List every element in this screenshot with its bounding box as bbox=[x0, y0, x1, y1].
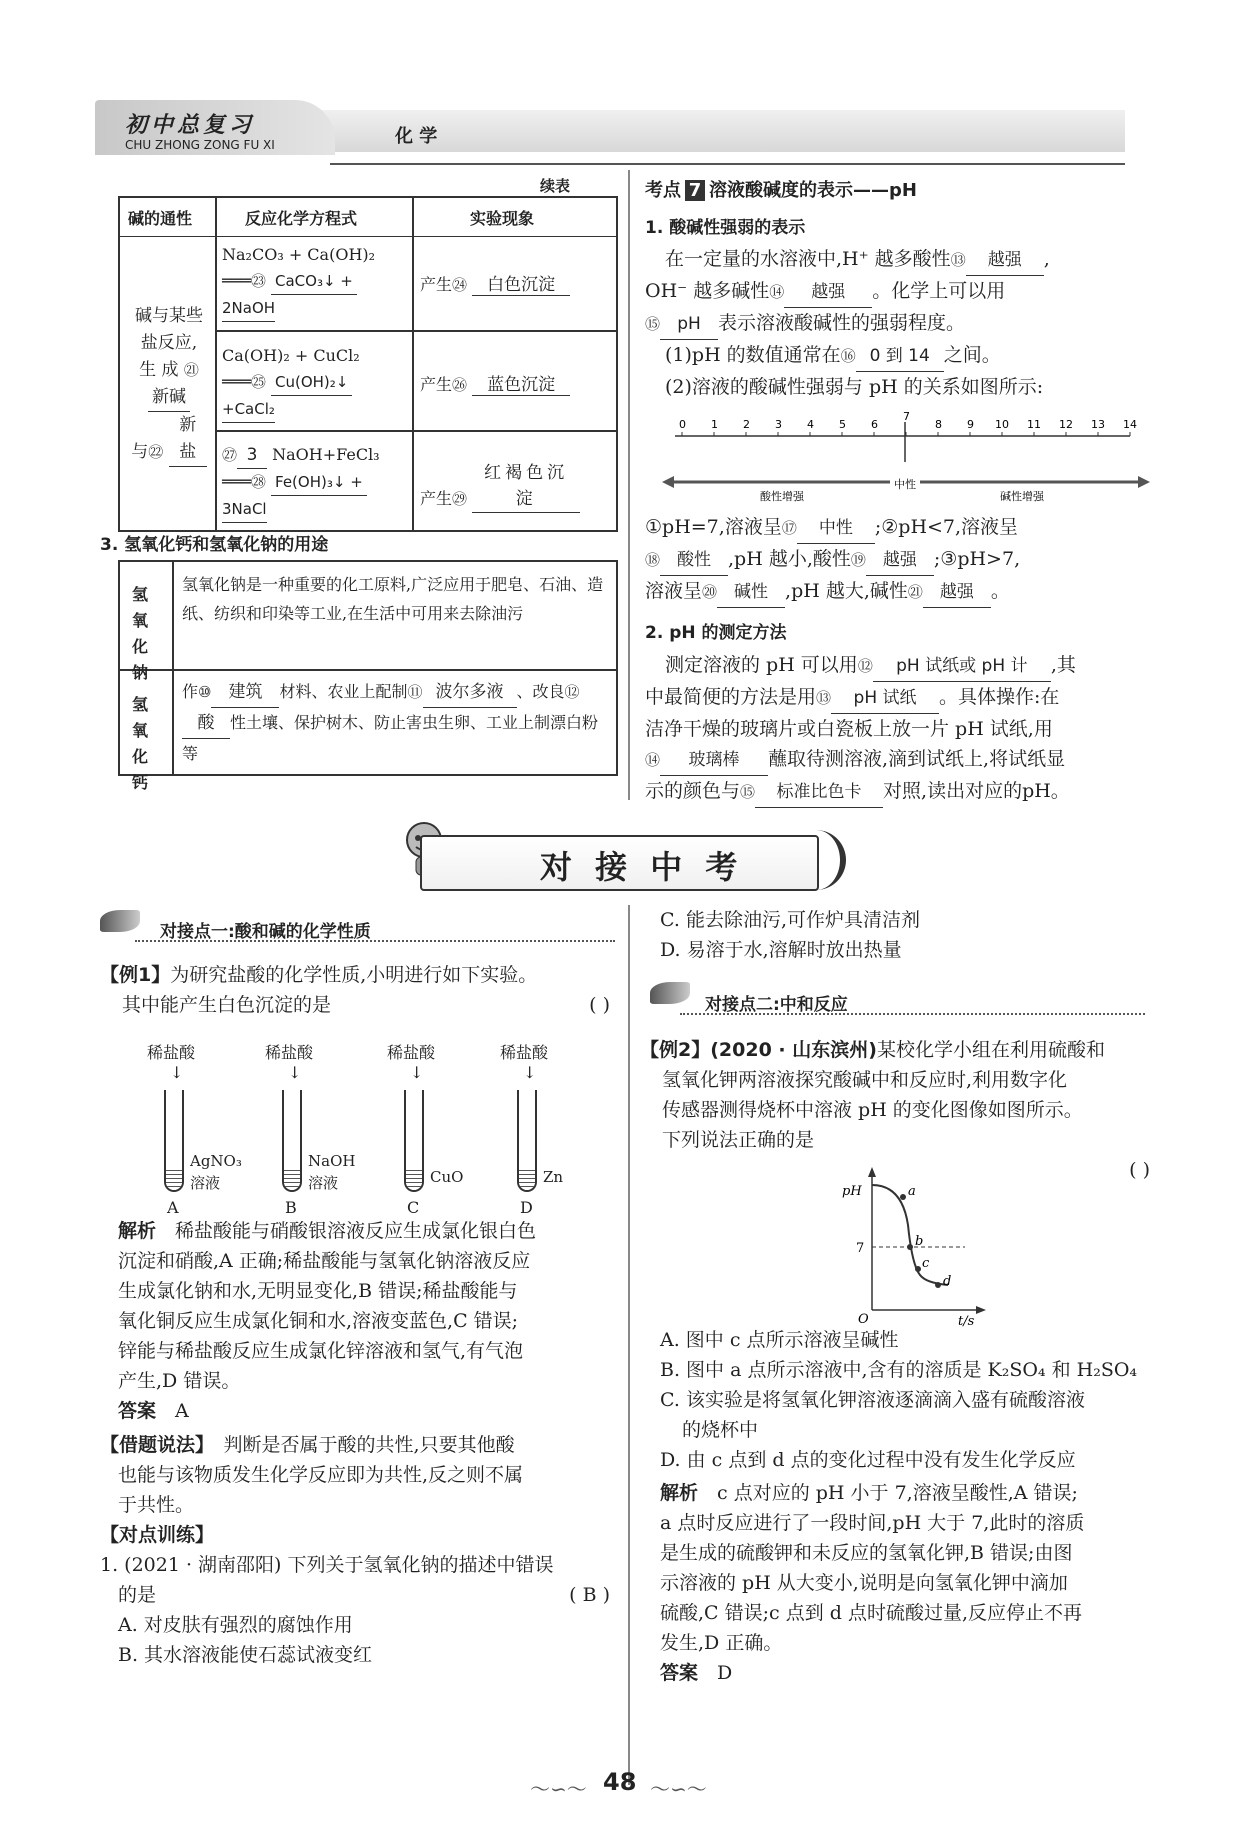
num-92: ㉒ bbox=[148, 443, 164, 461]
ph-tick-label: 11 bbox=[1027, 418, 1041, 431]
graph-pt-b: b bbox=[915, 1234, 924, 1249]
jt-block bbox=[100, 1430, 620, 1670]
r3-eq-a: NaOH+FeCl₃ bbox=[272, 445, 380, 464]
n104: ⑭ bbox=[769, 283, 785, 301]
caoh-n2: ⑪ bbox=[407, 683, 423, 701]
footer-ornament-right: 〜∽〜 bbox=[650, 1777, 707, 1801]
r1-answer: CaCO₃↓ + bbox=[271, 268, 357, 295]
ph-tick-label: 13 bbox=[1091, 418, 1105, 431]
ex2-opt-d: D. 由 c 点到 d 点的变化过程中没有发生化学反应 bbox=[660, 1449, 1076, 1471]
a111: 越强 bbox=[923, 577, 991, 608]
ph-tick-label: 2 bbox=[743, 418, 750, 431]
q1-cont bbox=[660, 905, 1160, 965]
row-label-3: 生 成 bbox=[139, 360, 179, 380]
p4e: 溶液呈 bbox=[645, 580, 703, 602]
ex1-paren: ( ) bbox=[589, 994, 610, 1016]
tube-top-label: 稀盐酸 bbox=[147, 1043, 196, 1062]
arrow-down-icon: ↓ bbox=[288, 1063, 302, 1082]
jx2-line-2: a 点时反应进行了一段时间,pH 大于 7,此时的溶质 bbox=[660, 1512, 1085, 1534]
tube-liquid bbox=[284, 1168, 300, 1190]
graph-7: 7 bbox=[856, 1241, 865, 1256]
p1a: 在一定量的水溶液中,H⁺ 越多酸性 bbox=[665, 248, 951, 270]
header-line bbox=[330, 163, 1125, 165]
r1-eq-sign: ═══ bbox=[222, 271, 251, 290]
kd-text: 溶液酸碱度的表示——pH bbox=[709, 180, 917, 201]
p5d: 。具体操作:在 bbox=[939, 686, 1060, 708]
jx2-line-6: 发生,D 正确。 bbox=[660, 1632, 783, 1654]
header-title: 初中总复习 bbox=[125, 113, 256, 138]
n108: ⑱ bbox=[645, 551, 661, 569]
banner-title: 对 接 中 考 bbox=[540, 848, 744, 886]
p5a: 测定溶液的 pH 可以用 bbox=[665, 654, 858, 676]
ex2-opt-c2: 的烧杯中 bbox=[682, 1419, 759, 1441]
s1-title: 1. 酸碱性强弱的表示 bbox=[645, 218, 806, 238]
q1-opt-a: A. 对皮肤有强烈的腐蚀作用 bbox=[118, 1614, 353, 1636]
uses-table bbox=[118, 560, 618, 792]
graph-pt-a: a bbox=[908, 1184, 916, 1199]
ph-tick-label: 14 bbox=[1123, 418, 1137, 431]
caoh-n1: ⑩ bbox=[198, 683, 212, 701]
tube-liquid bbox=[166, 1168, 182, 1190]
n109: ⑲ bbox=[850, 551, 866, 569]
column-divider bbox=[628, 170, 630, 800]
caoh-p3: 、改良 bbox=[516, 682, 565, 701]
jx1-line-1: 稀盐酸能与硝酸银溶液反应生成氯化银白色 bbox=[175, 1220, 537, 1242]
col-header-3: 实验现象 bbox=[470, 209, 535, 228]
jt-line-3: 于共性。 bbox=[118, 1494, 195, 1516]
p3: (2)溶液的酸碱性强弱与 pH 的关系如图所示: bbox=[665, 376, 1044, 398]
arrow-down-icon: ↓ bbox=[170, 1063, 184, 1082]
p4g: 。 bbox=[990, 580, 1010, 602]
test-tube bbox=[282, 1090, 302, 1192]
r3-obs-num: ㉙ bbox=[452, 490, 468, 508]
tube-reagent-label: AgNO₃ bbox=[190, 1152, 242, 1170]
uses-title: 3. 氢氧化钙和氢氧化钠的用途 bbox=[100, 535, 329, 555]
point2-rule bbox=[680, 1013, 1145, 1015]
jx2-line-5: 硫酸,C 错误;c 点到 d 点时硫酸过量,反应停止不再 bbox=[660, 1602, 1082, 1624]
ex1-tag: 【例1】 bbox=[100, 964, 171, 986]
jx2-tag: 解析 bbox=[660, 1482, 699, 1504]
ph-tick-label: 10 bbox=[995, 418, 1009, 431]
neutral-label: 中性 bbox=[894, 478, 916, 491]
n115: ⑮ bbox=[740, 783, 756, 801]
banner-curl bbox=[800, 830, 846, 890]
p5c: 中最简便的方法是用 bbox=[645, 686, 817, 708]
q1-answer: ( B ) bbox=[569, 1584, 610, 1606]
caoh-a2: 波尔多液 bbox=[423, 677, 517, 708]
n105: ⑮ bbox=[645, 315, 661, 333]
a112: pH 试纸或 pH 计 bbox=[873, 651, 1051, 682]
jt-tag: 【借题说法】 bbox=[100, 1434, 205, 1456]
jx1-tag: 解析 bbox=[118, 1220, 157, 1242]
ph-tick-label: 8 bbox=[935, 418, 942, 431]
a104: 越强 bbox=[784, 277, 872, 308]
ans1: A bbox=[175, 1400, 189, 1422]
n110: ⑳ bbox=[702, 583, 718, 601]
test-tube bbox=[404, 1090, 424, 1192]
n106: ⑯ bbox=[840, 347, 856, 365]
ex2-opt-c: C. 该实验是将氢氧化钾溶液逐滴滴入盛有硫酸溶液 bbox=[660, 1389, 1085, 1411]
r3-num2: ㉘ bbox=[250, 473, 266, 491]
tube-top-label: 稀盐酸 bbox=[387, 1043, 436, 1062]
cont-label: 续表 bbox=[540, 177, 571, 195]
footer-ornament-left: 〜∽〜 bbox=[530, 1777, 587, 1801]
q1-line-2: 的是 bbox=[118, 1584, 157, 1606]
a113: pH 试纸 bbox=[831, 683, 939, 714]
column-divider-2 bbox=[628, 905, 630, 1785]
caoh-text bbox=[182, 677, 610, 769]
jx1-line-3: 生成氯化钠和水,无明显变化,B 错误;稀盐酸能与 bbox=[118, 1280, 518, 1302]
r1-num: ㉓ bbox=[250, 272, 266, 290]
a103: 越强 bbox=[966, 245, 1044, 276]
tube-liquid bbox=[519, 1168, 535, 1190]
ph-tick-label: 12 bbox=[1059, 418, 1073, 431]
tube-reagent-label: Zn bbox=[543, 1168, 564, 1186]
ex1-text2: 其中能产生白色沉淀的是 bbox=[122, 994, 332, 1016]
tube-reagent-label: NaOH bbox=[308, 1152, 356, 1170]
caoh-a3: 酸 bbox=[182, 708, 230, 739]
ans2: D bbox=[717, 1662, 733, 1684]
answer-92: 新盐 bbox=[169, 412, 207, 467]
rt-para2 bbox=[645, 512, 1165, 608]
tube-top-label: 稀盐酸 bbox=[500, 1043, 549, 1062]
r2-eq-c: +CaCl₂ bbox=[222, 396, 275, 423]
row-label-5: 与 bbox=[131, 442, 149, 462]
r2-obs-answer: 蓝色沉淀 bbox=[472, 370, 570, 396]
acid-label: 酸性增强 bbox=[760, 490, 804, 503]
caoh-a1: 建筑 bbox=[211, 677, 279, 708]
r3-answer1: 3 bbox=[237, 442, 267, 469]
r3-eq-c: 3NaCl bbox=[222, 496, 267, 523]
col-header-2: 反应化学方程式 bbox=[245, 209, 358, 228]
graph-xlabel: t/s bbox=[958, 1314, 975, 1329]
q1-opt-b: B. 其水溶液能使石蕊试液变红 bbox=[118, 1644, 373, 1666]
ans2-tag: 答案 bbox=[660, 1662, 699, 1684]
tube-reagent-label-2: 溶液 bbox=[190, 1174, 221, 1192]
p2a: (1)pH 的数值通常在 bbox=[665, 344, 841, 366]
base-table: 碱的通性 反应化学方程式 实验现象 碱与某些 盐反应, 生 成 ㉑ 新碱 与㉒ 新盐 Na₂CO₃ + Ca(OH)₂ ═══㉓ CaCO₃↓ + 2NaOH 产生㉔ 白色沉淀 Ca(OH)₂ + CuCl₂ ═══㉕ Cu(OH)₂↓ +CaCl₂ 产生㉖ 蓝色沉淀 ㉗ 3 NaOH+FeCl₃ ═══㉘ Fe(OH)₃↓ + 3NaCl 产生㉙ 红褐色沉淀 bbox=[118, 196, 618, 532]
ph-tick-label: 3 bbox=[775, 418, 782, 431]
jx1-line-2: 沉淀和硝酸,A 正确;稀盐酸能与氢氧化钠溶液反应 bbox=[118, 1250, 531, 1272]
ex1-block bbox=[100, 960, 620, 1020]
a115: 标准比色卡 bbox=[755, 777, 883, 808]
ph-tick-label: 6 bbox=[871, 418, 878, 431]
jx2-line-1: c 点对应的 pH 小于 7,溶液呈酸性,A 错误; bbox=[717, 1482, 1078, 1504]
p5b: ,其 bbox=[1050, 654, 1076, 676]
graph-pt-c: c bbox=[922, 1256, 930, 1271]
num-91: ㉑ bbox=[183, 361, 199, 379]
p4a: ①pH=7,溶液呈 bbox=[645, 516, 782, 538]
rt-para1: 在一定量的水溶液中,H⁺ 越多酸性⑬ 越强 , OH⁻ 越多碱性⑭ 越强 。化学上可以用 ⑮ pH 表示溶液酸碱性的强弱程度。 (1)pH 的数值通常在⑯ 0 到 14 之间。 (2)溶液的酸碱性强弱与 pH 的关系如图所示: bbox=[645, 244, 1165, 402]
r2-num: ㉕ bbox=[250, 373, 266, 391]
ex2-jx bbox=[660, 1478, 1160, 1688]
s2-title: 2. pH 的测定方法 bbox=[645, 623, 787, 643]
r2-answer: Cu(OH)₂↓ bbox=[271, 369, 352, 396]
ex2-opt-a: A. 图中 c 点所示溶液呈碱性 bbox=[660, 1329, 899, 1351]
a108: 酸性 bbox=[660, 545, 728, 576]
tube-letter: A bbox=[167, 1198, 179, 1217]
col-header-1: 碱的通性 bbox=[128, 209, 193, 228]
header-pinyin: CHU ZHONG ZONG FU XI bbox=[125, 138, 275, 152]
header-subject: 化 学 bbox=[395, 126, 438, 147]
graph-pt-d: d bbox=[943, 1274, 952, 1289]
train-tag: 【对点训练】 bbox=[100, 1524, 215, 1546]
n113: ⑬ bbox=[816, 689, 832, 707]
ex2-opt-b: B. 图中 a 点所示溶液中,含有的溶质是 K₂SO₄ 和 H₂SO₄ bbox=[660, 1359, 1138, 1381]
tube-liquid bbox=[406, 1168, 422, 1190]
q1-opt-d: D. 易溶于水,溶解时放出热量 bbox=[660, 939, 902, 961]
base-label: 碱性增强 bbox=[1000, 490, 1044, 503]
ph-tick-label: 9 bbox=[967, 418, 974, 431]
kd-title bbox=[645, 176, 917, 202]
jx1-line-6: 产生,D 错误。 bbox=[118, 1370, 241, 1392]
ex2-src: (2020 · 山东滨州) bbox=[710, 1039, 877, 1061]
p2b: 之间。 bbox=[943, 344, 1001, 366]
p4b: ;②pH<7,溶液呈 bbox=[874, 516, 1019, 538]
p5g: 示的颜色与 bbox=[645, 780, 741, 802]
tube-letter: C bbox=[407, 1198, 420, 1217]
n111: ㉑ bbox=[907, 583, 923, 601]
row-label-2: 盐反应, bbox=[140, 333, 198, 353]
arrow-down-icon: ↓ bbox=[410, 1063, 424, 1082]
r3-answer2: Fe(OH)₃↓ + bbox=[271, 469, 367, 496]
tube-reagent-label: CuO bbox=[430, 1168, 464, 1186]
ph-tick-label: 1 bbox=[711, 418, 718, 431]
ph-tick-label: 5 bbox=[839, 418, 846, 431]
a110: 碱性 bbox=[717, 577, 785, 608]
ex2-line-3: 传感器测得烧杯中溶液 pH 的变化图像如图所示。 bbox=[662, 1099, 1083, 1121]
a105: pH bbox=[660, 309, 718, 340]
n112: ⑫ bbox=[857, 657, 873, 675]
test-tube bbox=[517, 1090, 537, 1192]
ex2-line-4: 下列说法正确的是 bbox=[662, 1129, 815, 1151]
caoh-p1: 作 bbox=[182, 682, 199, 701]
naoh-text: 氢氧化钠是一种重要的化工原料,广泛应用于肥皂、石油、造纸、纺织和印染等工业,在生活中可用来去除油污 bbox=[182, 575, 604, 623]
jt-line-2: 也能与该物质发生化学反应即为共性,反之则不属 bbox=[118, 1464, 524, 1486]
r1-eq-c: 2NaOH bbox=[222, 295, 275, 322]
r1-obs-answer: 白色沉淀 bbox=[472, 270, 570, 296]
kd-num: 7 bbox=[685, 180, 705, 201]
ex2-paren: ( ) bbox=[1129, 1159, 1150, 1181]
answer-91: 新碱 bbox=[148, 384, 190, 412]
n107: ⑰ bbox=[781, 519, 797, 537]
jx2-line-3: 是生成的硫酸钾和未反应的氢氧化钾,B 错误;由图 bbox=[660, 1542, 1073, 1564]
q1-opt-c: C. 能去除油污,可作炉具清洁剂 bbox=[660, 909, 920, 931]
r3-num1: ㉗ bbox=[222, 446, 238, 464]
ex1-text1: 为研究盐酸的化学性质,小明进行如下实验。 bbox=[170, 964, 538, 986]
n103: ⑬ bbox=[950, 251, 966, 269]
ex2-opts bbox=[660, 1325, 1160, 1475]
ph-tick-label: 0 bbox=[679, 418, 686, 431]
tube-reagent-label-2: 溶液 bbox=[308, 1174, 339, 1192]
chalk-icon-2 bbox=[650, 982, 690, 1004]
ph-tick-label: 7 bbox=[903, 410, 910, 423]
point1-title: 对接点一:酸和碱的化学性质 bbox=[160, 922, 371, 942]
caoh-label: 氢氧化钙 bbox=[132, 695, 149, 792]
point2-title: 对接点二:中和反应 bbox=[705, 995, 848, 1015]
ph-tick-label: 4 bbox=[807, 418, 814, 431]
r1-obs-prefix: 产生 bbox=[420, 275, 453, 294]
ex2-line-1: 某校化学小组在利用硫酸和 bbox=[876, 1039, 1105, 1061]
point1-rule bbox=[135, 940, 615, 942]
kd-prefix: 考点 bbox=[645, 180, 681, 201]
jt-line-1: 判断是否属于酸的共性,只要其他酸 bbox=[223, 1434, 515, 1456]
ans1-tag: 答案 bbox=[118, 1400, 157, 1422]
p4c: ,pH 越小,酸性 bbox=[728, 548, 851, 570]
q1-line-1: 1. (2021 · 湖南邵阳) 下列关于氢氧化钠的描述中错误 bbox=[100, 1554, 554, 1576]
tube-letter: B bbox=[285, 1198, 297, 1217]
r3-obs-answer: 红褐色沉淀 bbox=[472, 460, 580, 513]
r2-obs-num: ㉖ bbox=[452, 376, 468, 394]
r2-obs-prefix: 产生 bbox=[420, 375, 453, 394]
test-tube bbox=[164, 1090, 184, 1192]
ph-scale bbox=[660, 410, 1160, 502]
tube-letter: D bbox=[520, 1198, 533, 1217]
r3-obs-prefix: 产生 bbox=[420, 489, 453, 508]
r2-eq-a: Ca(OH)₂ + CuCl₂ bbox=[222, 346, 360, 365]
naoh-label: 氢氧化钠 bbox=[132, 585, 149, 682]
caoh-p2: 材料、农业上配制 bbox=[279, 682, 408, 701]
ex2-line-2: 氢氧化钾两溶液探究酸碱中和反应时,利用数字化 bbox=[662, 1069, 1068, 1091]
r1-eq-a: Na₂CO₃ + Ca(OH)₂ bbox=[222, 245, 376, 264]
row-label-1: 碱与某些 bbox=[135, 306, 203, 326]
r1-obs-num: ㉔ bbox=[452, 276, 468, 294]
graph-origin: O bbox=[858, 1312, 869, 1327]
page-number: 48 bbox=[603, 1768, 637, 1796]
chalk-icon bbox=[100, 910, 140, 932]
caoh-p4: 性土壤、保护树木、防止害虫生卵、工业上制漂白粉等 bbox=[182, 713, 599, 763]
p5e: 洁净干燥的玻璃片或白瓷板上放一片 pH 试纸,用 bbox=[645, 718, 1053, 740]
ex1-jx bbox=[118, 1216, 618, 1426]
p1d: 表示溶液酸碱性的强弱程度。 bbox=[718, 312, 966, 334]
rt-para3 bbox=[645, 650, 1165, 808]
a109: 越强 bbox=[866, 545, 934, 576]
a106: 0 到 14 bbox=[856, 341, 944, 372]
p1c: 。化学上可以用 bbox=[872, 280, 1006, 302]
n114: ⑭ bbox=[645, 751, 661, 769]
ex2-block bbox=[640, 1035, 1160, 1185]
p4f: ,pH 越大,碱性 bbox=[785, 580, 908, 602]
ph-graph bbox=[840, 1165, 990, 1329]
p5h: 对照,读出对应的pH。 bbox=[883, 780, 1070, 802]
arrow-down-icon: ↓ bbox=[523, 1063, 537, 1082]
a107: 中性 bbox=[797, 513, 875, 544]
p4d: ;③pH>7, bbox=[933, 548, 1021, 570]
ex2-tag: 【例2】 bbox=[640, 1039, 711, 1061]
jx2-line-4: 示溶液的 pH 从大变小,说明是向氢氧化钾中滴加 bbox=[660, 1572, 1068, 1594]
jx1-line-4: 氧化铜反应生成氯化铜和水,溶液变蓝色,C 错误; bbox=[118, 1310, 519, 1332]
a114: 玻璃棒 bbox=[660, 745, 768, 776]
p5f: 蘸取待测溶液,滴到试纸上,将试纸显 bbox=[768, 748, 1066, 770]
tube-top-label: 稀盐酸 bbox=[265, 1043, 314, 1062]
p1b: OH⁻ 越多碱性 bbox=[645, 280, 770, 302]
graph-ylabel: pH bbox=[842, 1184, 862, 1199]
caoh-n3: ⑫ bbox=[564, 683, 580, 701]
jx1-line-5: 锌能与稀盐酸反应生成氯化锌溶液和氢气,有气泡 bbox=[118, 1340, 524, 1362]
